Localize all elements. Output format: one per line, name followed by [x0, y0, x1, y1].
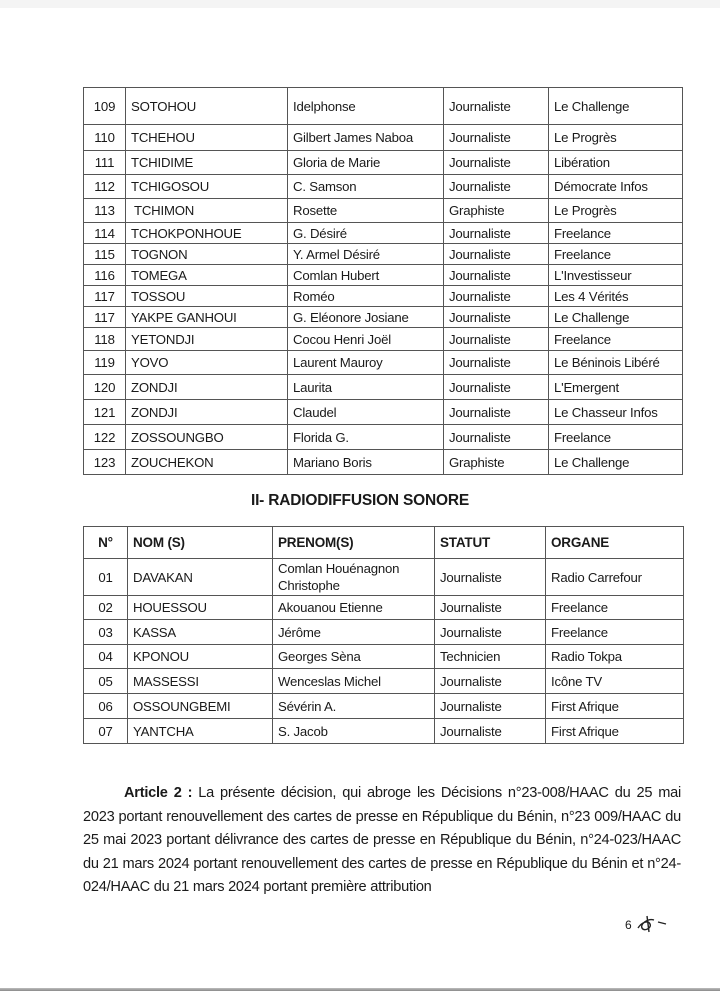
page-number: 6: [625, 918, 632, 932]
cell-num: 05: [84, 669, 128, 694]
table-row: [84, 719, 684, 744]
cell-nom: OSSOUNGBEMI: [128, 694, 273, 719]
cell-num: 109: [84, 88, 126, 125]
column-header-prenom: PRENOM(S): [273, 527, 435, 559]
cell-organe: Radio Tokpa: [546, 645, 684, 669]
cell-organe: Le Chasseur Infos: [549, 400, 683, 425]
article-2-lead: Article 2 :: [124, 785, 193, 801]
cell-statut: Journaliste: [435, 669, 546, 694]
table-row: [84, 375, 683, 400]
cell-nom: KPONOU: [128, 645, 273, 669]
cell-statut: Journaliste: [444, 328, 549, 351]
cell-prenom: G. Eléonore Josiane: [288, 307, 444, 328]
cell-organe: Libération: [549, 151, 683, 175]
table-row: [84, 669, 684, 694]
cell-organe: Freelance: [549, 223, 683, 244]
cell-num: 120: [84, 375, 126, 400]
cell-statut: Technicien: [435, 645, 546, 669]
cell-organe: Freelance: [549, 244, 683, 265]
cell-prenom: Wenceslas Michel: [273, 669, 435, 694]
cell-num: 119: [84, 351, 126, 375]
table-row: [84, 425, 683, 450]
table-row: [84, 151, 683, 175]
cell-statut: Journaliste: [444, 375, 549, 400]
cell-nom: TOSSOU: [126, 286, 288, 307]
cell-num: 06: [84, 694, 128, 719]
cell-statut: Journaliste: [444, 351, 549, 375]
cell-num: 121: [84, 400, 126, 425]
table-row: [84, 175, 683, 199]
table-row: [84, 645, 684, 669]
table-row: [84, 328, 683, 351]
table-row: [84, 400, 683, 425]
cell-organe: Freelance: [549, 425, 683, 450]
cell-prenom: G. Désiré: [288, 223, 444, 244]
cell-organe: Le Béninois Libéré: [549, 351, 683, 375]
cell-prenom: Y. Armel Désiré: [288, 244, 444, 265]
cell-prenom: Idelphonse: [288, 88, 444, 125]
cell-statut: Journaliste: [444, 244, 549, 265]
cell-nom: DAVAKAN: [128, 559, 273, 596]
cell-organe: First Afrique: [546, 719, 684, 744]
cell-num: 117: [84, 286, 126, 307]
cell-statut: Journaliste: [444, 286, 549, 307]
cell-nom: MASSESSI: [128, 669, 273, 694]
table-row: [84, 244, 683, 265]
cell-organe: Radio Carrefour: [546, 559, 684, 596]
table-header-row: [84, 527, 684, 559]
article-2-paragraph: [83, 782, 681, 900]
cell-nom: YETONDJI: [126, 328, 288, 351]
cell-statut: Journaliste: [444, 425, 549, 450]
cell-organe: Le Progrès: [549, 125, 683, 151]
cell-num: 01: [84, 559, 128, 596]
press-card-table-written-press: [83, 87, 683, 475]
cell-prenom: Rosette: [288, 199, 444, 223]
cell-num: 116: [84, 265, 126, 286]
cell-prenom: Georges Sèna: [273, 645, 435, 669]
cell-num: 110: [84, 125, 126, 151]
cell-num: 123: [84, 450, 126, 475]
cell-prenom: Laurent Mauroy: [288, 351, 444, 375]
cell-statut: Journaliste: [444, 151, 549, 175]
cell-statut: Journaliste: [435, 596, 546, 620]
table-row: [84, 694, 684, 719]
cell-statut: Journaliste: [444, 88, 549, 125]
cell-statut: Graphiste: [444, 199, 549, 223]
cell-num: 115: [84, 244, 126, 265]
cell-organe: Le Challenge: [549, 307, 683, 328]
table-row: [84, 620, 684, 645]
cell-nom: TCHIGOSOU: [126, 175, 288, 199]
press-card-table-radio: [83, 526, 684, 744]
cell-organe: Le Challenge: [549, 88, 683, 125]
page-bottom-edge: [0, 988, 720, 991]
cell-num: 07: [84, 719, 128, 744]
cell-nom: YANTCHA: [128, 719, 273, 744]
cell-statut: Journaliste: [444, 265, 549, 286]
cell-prenom: Jérôme: [273, 620, 435, 645]
cell-num: 111: [84, 151, 126, 175]
cell-nom: YOVO: [126, 351, 288, 375]
column-header-num: N°: [84, 527, 128, 559]
table-row: [84, 450, 683, 475]
cell-prenom: Florida G.: [288, 425, 444, 450]
cell-num: 03: [84, 620, 128, 645]
cell-statut: Journaliste: [444, 400, 549, 425]
cell-organe: Démocrate Infos: [549, 175, 683, 199]
handwritten-initials-icon: [634, 914, 678, 936]
cell-organe: L'Emergent: [549, 375, 683, 400]
cell-prenom: Mariano Boris: [288, 450, 444, 475]
cell-organe: Freelance: [546, 620, 684, 645]
cell-prenom: S. Jacob: [273, 719, 435, 744]
cell-statut: Graphiste: [444, 450, 549, 475]
cell-organe: Le Progrès: [549, 199, 683, 223]
cell-prenom: Comlan Hubert: [288, 265, 444, 286]
cell-statut: Journaliste: [435, 620, 546, 645]
cell-num: 117: [84, 307, 126, 328]
cell-organe: Freelance: [546, 596, 684, 620]
cell-prenom: Gilbert James Naboa: [288, 125, 444, 151]
cell-prenom: Comlan Houénagnon Christophe: [273, 559, 435, 596]
table-row: [84, 88, 683, 125]
cell-nom: TCHIDIME: [126, 151, 288, 175]
cell-statut: Journaliste: [435, 719, 546, 744]
cell-nom: TCHOKPONHOUE: [126, 223, 288, 244]
table-row: [84, 125, 683, 151]
cell-num: 112: [84, 175, 126, 199]
cell-nom: SOTOHOU: [126, 88, 288, 125]
cell-num: 02: [84, 596, 128, 620]
table-row: [84, 223, 683, 244]
cell-num: 113: [84, 199, 126, 223]
cell-organe: Le Challenge: [549, 450, 683, 475]
cell-prenom: Roméo: [288, 286, 444, 307]
article-2-text: La présente décision, qui abroge les Décisions n°23-008/HAAC du 25 mai 2023 portant renouvellement des cartes de presse en République du Bénin, n°23 009/HAAC du 25 mai 2023 portant délivrance des cartes de presse en République du Bénin, n°24-023/HAAC du 21 mars 2024 portant renouvellement des cartes de presse en République du Bénin et n°24-024/HAAC du 21 mars 2024 portant première attribution: [83, 785, 681, 896]
table-row: [84, 199, 683, 223]
cell-statut: Journaliste: [444, 175, 549, 199]
column-header-nom: NOM (S): [128, 527, 273, 559]
cell-prenom: Sévérin A.: [273, 694, 435, 719]
cell-nom: TOGNON: [126, 244, 288, 265]
column-header-statut: STATUT: [435, 527, 546, 559]
cell-num: 118: [84, 328, 126, 351]
cell-prenom: Claudel: [288, 400, 444, 425]
column-header-organe: ORGANE: [546, 527, 684, 559]
cell-organe: Icône TV: [546, 669, 684, 694]
cell-nom: ZONDJI: [126, 400, 288, 425]
cell-num: 122: [84, 425, 126, 450]
cell-statut: Journaliste: [444, 307, 549, 328]
table-row: [84, 307, 683, 328]
cell-prenom: Gloria de Marie: [288, 151, 444, 175]
cell-nom: YAKPE GANHOUI: [126, 307, 288, 328]
cell-num: 04: [84, 645, 128, 669]
cell-nom: ZONDJI: [126, 375, 288, 400]
cell-nom: TCHIMON: [126, 199, 288, 223]
cell-prenom: C. Samson: [288, 175, 444, 199]
cell-statut: Journaliste: [444, 125, 549, 151]
table-row: [84, 265, 683, 286]
cell-nom: HOUESSOU: [128, 596, 273, 620]
section-title-radio: II- RADIODIFFUSION SONORE: [250, 492, 470, 509]
cell-prenom: Cocou Henri Joël: [288, 328, 444, 351]
cell-statut: Journaliste: [435, 694, 546, 719]
cell-num: 114: [84, 223, 126, 244]
cell-nom: TCHEHOU: [126, 125, 288, 151]
cell-prenom: Laurita: [288, 375, 444, 400]
table-row: [84, 596, 684, 620]
cell-nom: TOMEGA: [126, 265, 288, 286]
table-row: [84, 559, 684, 596]
cell-organe: Les 4 Vérités: [549, 286, 683, 307]
table-row: [84, 286, 683, 307]
cell-nom: KASSA: [128, 620, 273, 645]
cell-nom: ZOSSOUNGBO: [126, 425, 288, 450]
cell-statut: Journaliste: [444, 223, 549, 244]
cell-organe: Freelance: [549, 328, 683, 351]
cell-statut: Journaliste: [435, 559, 546, 596]
cell-prenom: Akouanou Etienne: [273, 596, 435, 620]
cell-organe: First Afrique: [546, 694, 684, 719]
page-footer-marker: [625, 914, 678, 936]
table-row: [84, 351, 683, 375]
cell-nom: ZOUCHEKON: [126, 450, 288, 475]
cell-organe: L'Investisseur: [549, 265, 683, 286]
